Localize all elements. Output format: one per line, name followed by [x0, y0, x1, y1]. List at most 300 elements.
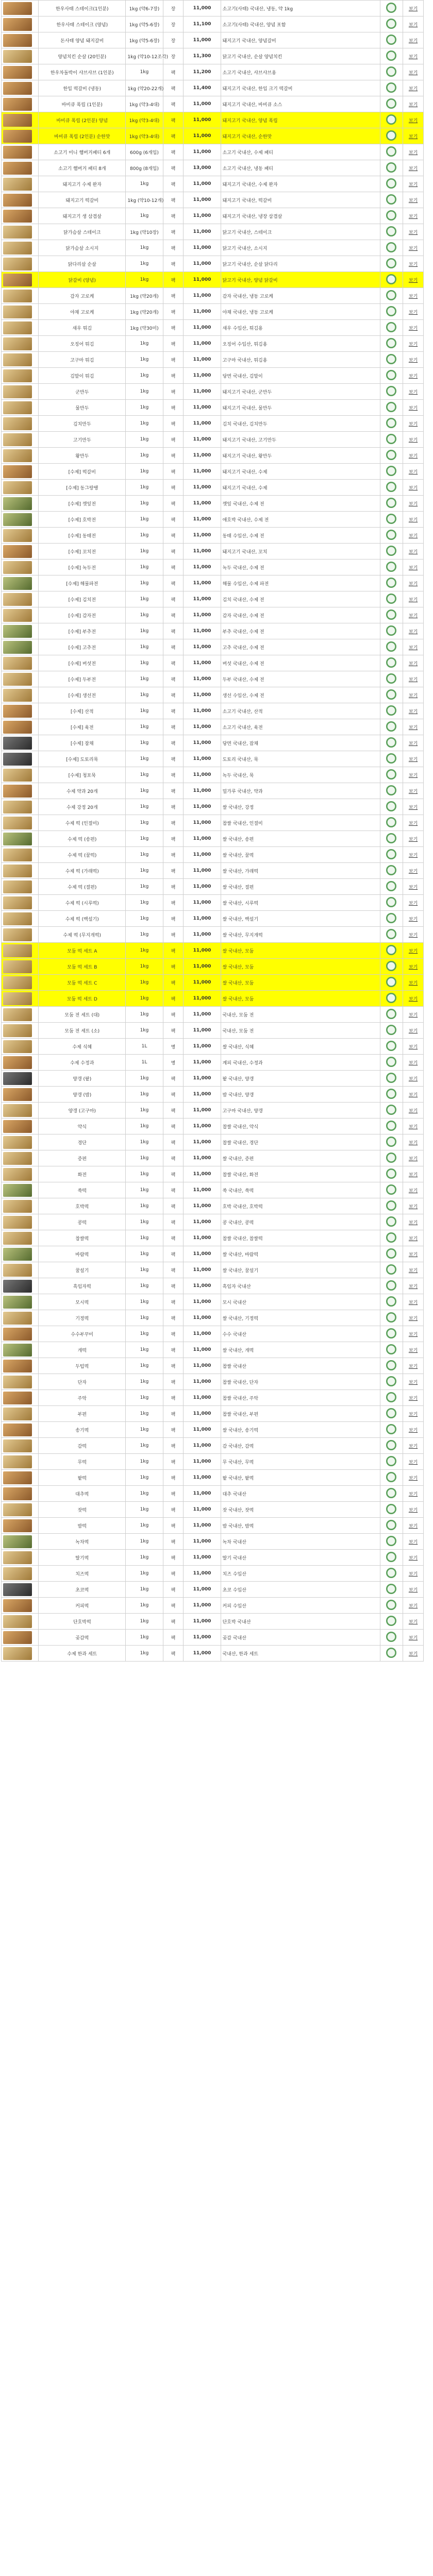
certification-badge: [380, 432, 403, 448]
table-row: [2, 1087, 424, 1103]
table-row: [2, 240, 424, 256]
detail-link[interactable]: 보기: [403, 815, 424, 831]
product-thumbnail: [3, 1200, 32, 1213]
certification-badge: [380, 368, 403, 384]
detail-link[interactable]: 보기: [403, 1214, 424, 1230]
product-image: [2, 528, 39, 544]
product-unit: 1kg (약20개): [126, 288, 163, 304]
product-unit: 800g (8개입): [126, 160, 163, 176]
product-image: [2, 80, 39, 96]
detail-link[interactable]: 보기: [403, 368, 424, 384]
table-row: [2, 464, 424, 480]
detail-link[interactable]: 보기: [403, 735, 424, 751]
certification-badge: [380, 176, 403, 192]
product-qty-unit: 팩: [163, 783, 184, 799]
product-qty-unit: 팩: [163, 160, 184, 176]
certification-badge: [380, 1007, 403, 1023]
certification-badge: [380, 112, 403, 128]
product-thumbnail: [3, 385, 32, 398]
product-unit: 1kg: [126, 400, 163, 416]
product-qty-unit: 팩: [163, 400, 184, 416]
certification-badge: [380, 975, 403, 991]
product-qty-unit: 팩: [163, 847, 184, 863]
detail-link[interactable]: 보기: [403, 320, 424, 336]
certification-mark-icon: [386, 1089, 396, 1099]
product-thumbnail: [3, 912, 32, 925]
product-unit: 1kg: [126, 831, 163, 847]
product-image: [2, 1438, 39, 1454]
detail-link[interactable]: 보기: [403, 1342, 424, 1358]
detail-link[interactable]: 보기: [403, 272, 424, 288]
detail-link[interactable]: 보기: [403, 176, 424, 192]
detail-link[interactable]: 보기: [403, 1614, 424, 1630]
detail-link[interactable]: 보기: [403, 719, 424, 735]
detail-link[interactable]: 보기: [403, 911, 424, 927]
detail-link[interactable]: 보기: [403, 879, 424, 895]
detail-link[interactable]: 보기: [403, 975, 424, 991]
product-thumbnail: [3, 162, 32, 175]
certification-mark-icon: [386, 1025, 396, 1035]
detail-link[interactable]: 보기: [403, 464, 424, 480]
product-unit: 1kg: [126, 240, 163, 256]
detail-link[interactable]: 보기: [403, 1, 424, 16]
product-price: 11,000: [184, 224, 221, 240]
table-row: [2, 352, 424, 368]
product-name: 수제 떡 (시루떡): [39, 895, 126, 911]
product-image: [2, 1422, 39, 1438]
table-row: [2, 1438, 424, 1454]
detail-link[interactable]: 보기: [403, 304, 424, 320]
product-name: 수제 식혜: [39, 1039, 126, 1055]
product-description: 돼지고기 국내산, 고기만두: [221, 432, 380, 448]
product-description: 고구마 국내산, 양갱: [221, 1103, 380, 1118]
product-image: [2, 1, 39, 16]
product-description: 모시 국내산: [221, 1294, 380, 1310]
product-qty-unit: 병: [163, 1055, 184, 1071]
product-thumbnail: [3, 306, 32, 318]
product-image: [2, 1198, 39, 1214]
detail-link[interactable]: 보기: [403, 1071, 424, 1087]
product-thumbnail: [3, 625, 32, 638]
certification-mark-icon: [386, 801, 396, 811]
detail-link[interactable]: 보기: [403, 1166, 424, 1182]
product-name: 양갱 (밤): [39, 1087, 126, 1103]
detail-link[interactable]: 보기: [403, 687, 424, 703]
product-unit: 1kg: [126, 1598, 163, 1614]
detail-link[interactable]: 보기: [403, 480, 424, 496]
product-image: [2, 1566, 39, 1582]
certification-mark-icon: [386, 418, 396, 428]
table-row: [2, 1550, 424, 1566]
certification-badge: [380, 1342, 403, 1358]
product-table-body: [2, 1, 424, 1662]
detail-link[interactable]: 보기: [403, 544, 424, 560]
detail-link[interactable]: 보기: [403, 655, 424, 671]
detail-link[interactable]: 보기: [403, 240, 424, 256]
detail-link[interactable]: 보기: [403, 496, 424, 512]
detail-link[interactable]: 보기: [403, 1550, 424, 1566]
detail-link[interactable]: 보기: [403, 528, 424, 544]
certification-mark-icon: [386, 210, 396, 221]
certification-badge: [380, 911, 403, 927]
product-name: 새우 튀김: [39, 320, 126, 336]
table-row: [2, 496, 424, 512]
detail-link[interactable]: 보기: [403, 128, 424, 144]
detail-link[interactable]: 보기: [403, 80, 424, 96]
product-thumbnail: [3, 66, 32, 79]
product-qty-unit: 팩: [163, 128, 184, 144]
product-name: 양념치킨 순살 (20인분): [39, 48, 126, 64]
product-qty-unit: 팩: [163, 1422, 184, 1438]
detail-link[interactable]: 보기: [403, 512, 424, 528]
product-name: 녹차떡: [39, 1534, 126, 1550]
detail-link[interactable]: 보기: [403, 607, 424, 623]
certification-badge: [380, 847, 403, 863]
product-price: 11,000: [184, 496, 221, 512]
detail-link[interactable]: 보기: [403, 1278, 424, 1294]
product-image: [2, 735, 39, 751]
detail-link[interactable]: 보기: [403, 1374, 424, 1390]
detail-link[interactable]: 보기: [403, 16, 424, 32]
product-price: 11,000: [184, 783, 221, 799]
product-qty-unit: 팩: [163, 1134, 184, 1150]
detail-link[interactable]: 보기: [403, 1055, 424, 1071]
product-name: 경단: [39, 1134, 126, 1150]
detail-link[interactable]: 보기: [403, 1454, 424, 1470]
product-description: 돼지고기 국내산, 군만두: [221, 384, 380, 400]
product-price: 11,000: [184, 448, 221, 464]
detail-link[interactable]: 보기: [403, 1182, 424, 1198]
table-row: [2, 799, 424, 815]
product-name: 고구마 튀김: [39, 352, 126, 368]
detail-link[interactable]: 보기: [403, 1294, 424, 1310]
detail-link[interactable]: 보기: [403, 1534, 424, 1550]
product-name: 야채 고로케: [39, 304, 126, 320]
product-name: [수제] 고추전: [39, 639, 126, 655]
product-name: 모둠 전 세트 (소): [39, 1023, 126, 1039]
product-qty-unit: 팩: [163, 1390, 184, 1406]
product-unit: 1kg: [126, 1118, 163, 1134]
detail-link[interactable]: 보기: [403, 1310, 424, 1326]
product-qty-unit: 팩: [163, 1598, 184, 1614]
detail-link[interactable]: 보기: [403, 144, 424, 160]
product-description: 돼지고기 국내산, 떡갈비: [221, 192, 380, 208]
detail-link[interactable]: 보기: [403, 591, 424, 607]
detail-link[interactable]: 보기: [403, 432, 424, 448]
product-qty-unit: 팩: [163, 1087, 184, 1103]
detail-link[interactable]: 보기: [403, 1358, 424, 1374]
product-qty-unit: 팩: [163, 1071, 184, 1087]
product-image: [2, 464, 39, 480]
product-qty-unit: 팩: [163, 1326, 184, 1342]
detail-link[interactable]: 보기: [403, 1023, 424, 1039]
certification-badge: [380, 256, 403, 272]
detail-link[interactable]: 보기: [403, 384, 424, 400]
product-price: 11,000: [184, 591, 221, 607]
product-description: 돼지고기 국내산, 순한맛: [221, 128, 380, 144]
detail-link[interactable]: 보기: [403, 1198, 424, 1214]
detail-link[interactable]: 보기: [403, 1566, 424, 1582]
product-image: [2, 1454, 39, 1470]
product-qty-unit: 팩: [163, 1294, 184, 1310]
product-thumbnail: [3, 1248, 32, 1261]
product-thumbnail: [3, 1408, 32, 1420]
detail-link[interactable]: 보기: [403, 1630, 424, 1646]
detail-link[interactable]: 보기: [403, 1230, 424, 1246]
product-unit: 1kg: [126, 352, 163, 368]
detail-link[interactable]: 보기: [403, 959, 424, 975]
product-description: 돼지고기 국내산, 꼬치: [221, 544, 380, 560]
product-image: [2, 751, 39, 767]
product-qty-unit: 팩: [163, 112, 184, 128]
detail-link[interactable]: 보기: [403, 560, 424, 575]
product-image: [2, 176, 39, 192]
certification-badge: [380, 304, 403, 320]
detail-link[interactable]: 보기: [403, 831, 424, 847]
product-unit: 1kg: [126, 815, 163, 831]
detail-link[interactable]: 보기: [403, 847, 424, 863]
product-unit: 1kg: [126, 1294, 163, 1310]
detail-link[interactable]: 보기: [403, 1646, 424, 1662]
detail-link[interactable]: 보기: [403, 1039, 424, 1055]
product-name: [수제] 두부전: [39, 671, 126, 687]
product-unit: 1kg (약6-7장): [126, 1, 163, 16]
product-description: 팥 국내산, 팥떡: [221, 1470, 380, 1486]
detail-link[interactable]: 보기: [403, 1438, 424, 1454]
detail-link[interactable]: 보기: [403, 256, 424, 272]
product-price: 11,000: [184, 1470, 221, 1486]
certification-badge: [380, 719, 403, 735]
product-image: [2, 863, 39, 879]
detail-link[interactable]: 보기: [403, 224, 424, 240]
certification-badge: [380, 160, 403, 176]
detail-link[interactable]: 보기: [403, 64, 424, 80]
table-row: [2, 1071, 424, 1087]
product-image: [2, 288, 39, 304]
product-description: 김치 국내산, 김치만두: [221, 416, 380, 432]
certification-badge: [380, 336, 403, 352]
product-unit: 1kg: [126, 272, 163, 288]
certification-badge: [380, 1374, 403, 1390]
table-row: [2, 368, 424, 384]
product-unit: 1kg: [126, 1198, 163, 1214]
detail-link[interactable]: 보기: [403, 1007, 424, 1023]
certification-mark-icon: [386, 562, 396, 572]
product-unit: 1kg: [126, 991, 163, 1007]
product-image: [2, 1214, 39, 1230]
detail-link[interactable]: 보기: [403, 1150, 424, 1166]
product-unit: 1kg: [126, 607, 163, 623]
detail-link[interactable]: 보기: [403, 1118, 424, 1134]
detail-link[interactable]: 보기: [403, 927, 424, 943]
detail-link[interactable]: 보기: [403, 1518, 424, 1534]
product-thumbnail: [3, 1647, 32, 1660]
certification-badge: [380, 1103, 403, 1118]
product-thumbnail: [3, 944, 32, 957]
detail-link[interactable]: 보기: [403, 1326, 424, 1342]
product-price: 11,000: [184, 1646, 221, 1662]
product-unit: 1kg: [126, 1486, 163, 1502]
product-image: [2, 1598, 39, 1614]
product-unit: 1kg: [126, 1358, 163, 1374]
detail-link[interactable]: 보기: [403, 1390, 424, 1406]
certification-mark-icon: [386, 1153, 396, 1163]
product-thumbnail: [3, 1152, 32, 1165]
product-image: [2, 480, 39, 496]
product-name: 왕만두: [39, 448, 126, 464]
product-price: 11,000: [184, 959, 221, 975]
detail-link[interactable]: 보기: [403, 575, 424, 591]
detail-link[interactable]: 보기: [403, 1103, 424, 1118]
product-unit: 1kg: [126, 863, 163, 879]
certification-mark-icon: [386, 1184, 396, 1195]
product-price: 11,000: [184, 655, 221, 671]
detail-link[interactable]: 보기: [403, 671, 424, 687]
product-price: 11,000: [184, 1550, 221, 1566]
detail-link[interactable]: 보기: [403, 703, 424, 719]
product-name: 호박떡: [39, 1198, 126, 1214]
product-description: 쌀 국내산, 송편: [221, 831, 380, 847]
table-row: [2, 671, 424, 687]
certification-badge: [380, 496, 403, 512]
product-name: 닭다리살 순살: [39, 256, 126, 272]
detail-link[interactable]: 보기: [403, 1598, 424, 1614]
detail-link[interactable]: 보기: [403, 991, 424, 1007]
certification-mark-icon: [386, 1584, 396, 1594]
table-row: [2, 943, 424, 959]
detail-link[interactable]: 보기: [403, 160, 424, 176]
detail-link[interactable]: 보기: [403, 1406, 424, 1422]
detail-link[interactable]: 보기: [403, 448, 424, 464]
product-thumbnail: [3, 1056, 32, 1069]
detail-link[interactable]: 보기: [403, 400, 424, 416]
product-price: 11,000: [184, 128, 221, 144]
certification-mark-icon: [386, 1488, 396, 1498]
product-image: [2, 1071, 39, 1087]
product-qty-unit: 팩: [163, 1214, 184, 1230]
product-unit: 1kg: [126, 1518, 163, 1534]
certification-mark-icon: [386, 1392, 396, 1402]
product-description: 돼지고기 국내산, 물만두: [221, 400, 380, 416]
detail-link[interactable]: 보기: [403, 863, 424, 879]
product-thumbnail: [3, 513, 32, 526]
detail-link[interactable]: 보기: [403, 416, 424, 432]
detail-link[interactable]: 보기: [403, 32, 424, 48]
detail-link[interactable]: 보기: [403, 336, 424, 352]
product-thumbnail: [3, 401, 32, 414]
detail-link[interactable]: 보기: [403, 1502, 424, 1518]
detail-link[interactable]: 보기: [403, 895, 424, 911]
product-description: 돼지고기 국내산, 바비큐 소스: [221, 96, 380, 112]
certification-badge: [380, 272, 403, 288]
product-thumbnail: [3, 146, 32, 159]
detail-link[interactable]: 보기: [403, 1262, 424, 1278]
detail-link[interactable]: 보기: [403, 639, 424, 655]
detail-link[interactable]: 보기: [403, 96, 424, 112]
detail-link[interactable]: 보기: [403, 1134, 424, 1150]
product-thumbnail: [3, 1344, 32, 1357]
detail-link[interactable]: 보기: [403, 1246, 424, 1262]
product-image: [2, 1294, 39, 1310]
certification-mark-icon: [386, 146, 396, 157]
product-unit: 1kg: [126, 655, 163, 671]
product-price: 11,000: [184, 176, 221, 192]
product-name: 물만두: [39, 400, 126, 416]
product-thumbnail: [3, 18, 32, 31]
product-thumbnail: [3, 98, 32, 111]
table-row: [2, 512, 424, 528]
detail-link[interactable]: 보기: [403, 1087, 424, 1103]
product-qty-unit: 팩: [163, 544, 184, 560]
detail-link[interactable]: 보기: [403, 288, 424, 304]
product-unit: 1kg: [126, 1182, 163, 1198]
product-name: 잣떡: [39, 1502, 126, 1518]
detail-link[interactable]: 보기: [403, 192, 424, 208]
product-unit: 1kg: [126, 1646, 163, 1662]
product-qty-unit: 팩: [163, 623, 184, 639]
product-unit: 1kg: [126, 735, 163, 751]
product-image: [2, 384, 39, 400]
detail-link[interactable]: 보기: [403, 751, 424, 767]
product-unit: 1kg: [126, 1023, 163, 1039]
product-unit: 1kg: [126, 208, 163, 224]
detail-link[interactable]: 보기: [403, 943, 424, 959]
detail-link[interactable]: 보기: [403, 783, 424, 799]
product-unit: 1kg: [126, 528, 163, 544]
product-description: 콩 국내산, 콩떡: [221, 1214, 380, 1230]
product-price: 11,000: [184, 1103, 221, 1118]
detail-link[interactable]: 보기: [403, 623, 424, 639]
product-description: 돼지고기 국내산, 수제: [221, 480, 380, 496]
product-name: [수제] 산적: [39, 703, 126, 719]
product-price: 11,000: [184, 1598, 221, 1614]
product-qty-unit: 팩: [163, 799, 184, 815]
product-thumbnail: [3, 1360, 32, 1372]
detail-link[interactable]: 보기: [403, 799, 424, 815]
detail-link[interactable]: 보기: [403, 208, 424, 224]
detail-link[interactable]: 보기: [403, 1582, 424, 1598]
detail-link[interactable]: 보기: [403, 1422, 424, 1438]
certification-mark-icon: [386, 1632, 396, 1642]
certification-badge: [380, 703, 403, 719]
detail-link[interactable]: 보기: [403, 352, 424, 368]
product-name: 무떡: [39, 1454, 126, 1470]
product-unit: 1kg: [126, 703, 163, 719]
product-unit: 1kg: [126, 384, 163, 400]
detail-link[interactable]: 보기: [403, 1470, 424, 1486]
detail-link[interactable]: 보기: [403, 112, 424, 128]
certification-mark-icon: [386, 178, 396, 189]
detail-link[interactable]: 보기: [403, 767, 424, 783]
product-unit: 1kg: [126, 1566, 163, 1582]
product-image: [2, 64, 39, 80]
product-qty-unit: 팩: [163, 1486, 184, 1502]
certification-badge: [380, 1534, 403, 1550]
product-unit: 1kg (약3-4대): [126, 112, 163, 128]
table-row: [2, 1007, 424, 1023]
product-image: [2, 304, 39, 320]
certification-badge: [380, 799, 403, 815]
product-thumbnail: [3, 817, 32, 829]
table-row: [2, 911, 424, 927]
product-thumbnail: [3, 1503, 32, 1516]
certification-mark-icon: [386, 881, 396, 891]
detail-link[interactable]: 보기: [403, 48, 424, 64]
product-qty-unit: 팩: [163, 336, 184, 352]
certification-badge: [380, 751, 403, 767]
detail-link[interactable]: 보기: [403, 1486, 424, 1502]
product-image: [2, 32, 39, 48]
